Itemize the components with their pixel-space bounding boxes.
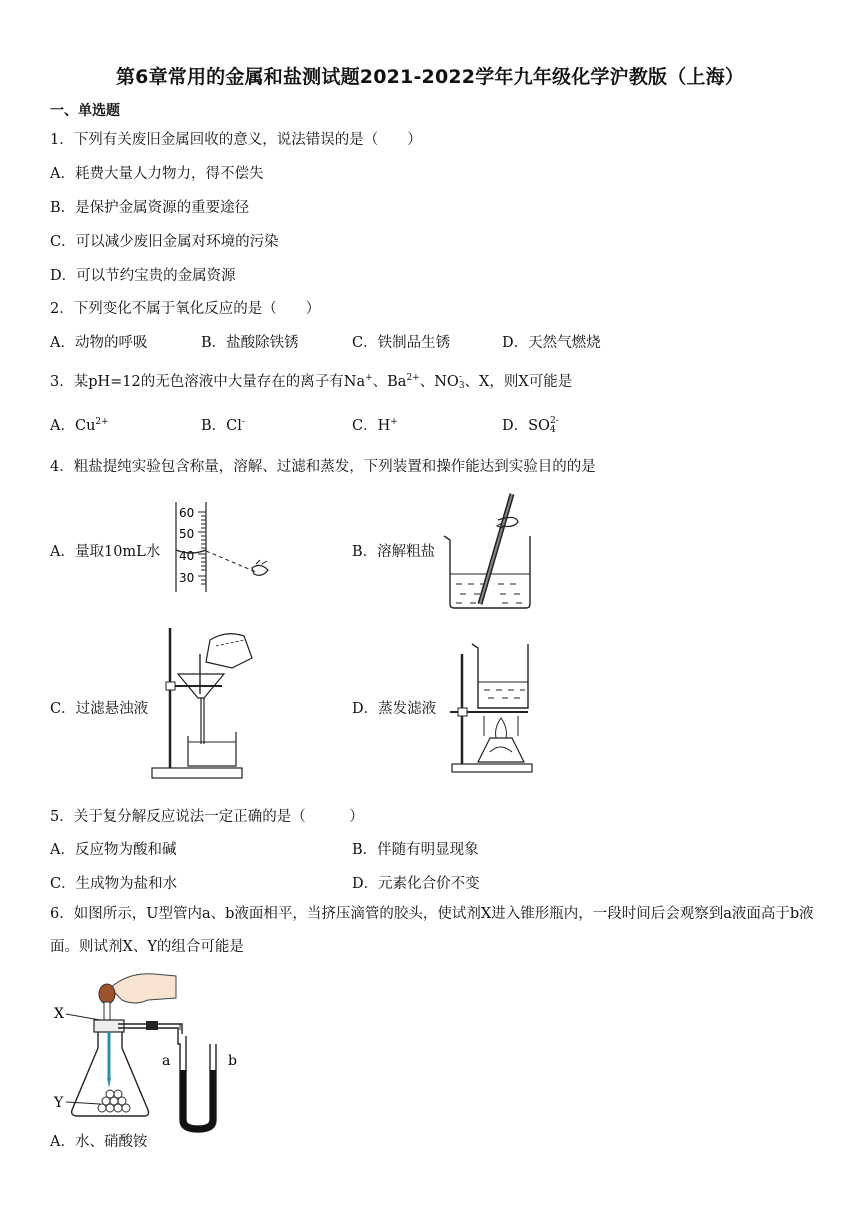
question-6-option-a[interactable]: A．水、硝酸铵: [50, 1134, 148, 1150]
eye-icon: [252, 565, 268, 575]
q3-text-part: 、Ba: [372, 374, 407, 390]
question-5-stem: 5．关于复分解反应说法一定正确的是（ ）: [50, 809, 364, 825]
question-2-option-d[interactable]: D．天然气燃烧: [502, 335, 601, 351]
evaporation-setup-figure: [448, 640, 538, 775]
option-charge: 2+: [95, 417, 109, 428]
q3-text-part: 、NO: [419, 374, 459, 390]
q3-no3-subscript: 3: [458, 381, 465, 391]
option-subscript: 4: [549, 425, 556, 435]
question-3-option-d[interactable]: [502, 414, 559, 435]
question-1-stem: 1．下列有关废旧金属回收的意义，说法错误的是（ ）: [50, 132, 422, 148]
question-2-option-c[interactable]: C．铁制品生锈: [352, 335, 451, 351]
u-tube-apparatus-figure: [52, 970, 292, 1130]
cylinder-mark-50: 50: [179, 527, 195, 541]
option-charge: -: [241, 417, 245, 428]
question-3-stem: [50, 370, 572, 391]
question-2-option-b[interactable]: B．盐酸除铁锈: [201, 335, 299, 351]
question-4-option-b[interactable]: B．溶解粗盐: [352, 544, 436, 560]
flame-icon: [496, 718, 507, 738]
question-4-option-c[interactable]: C．过滤悬浊液: [50, 701, 149, 717]
question-1-option-c[interactable]: C．可以减少废旧金属对环境的污染: [50, 234, 279, 250]
section-heading: 一、单选题: [50, 103, 120, 119]
filtration-setup-figure: [148, 626, 258, 781]
question-1-option-b[interactable]: B．是保护金属资源的重要途径: [50, 200, 250, 216]
q3-na-charge: +: [365, 373, 373, 384]
question-6-stem: 6．如图所示，U型管内a、b液面相平，当挤压滴管的胶头，使试剂X进入锥形瓶内，一段时间后会观察到a液面高于b液面。则试剂X、Y的组合可能是: [50, 906, 814, 955]
question-3-option-a[interactable]: [50, 414, 109, 435]
question-2-option-a[interactable]: A．动物的呼吸: [50, 335, 148, 351]
question-4-option-d[interactable]: D．蒸发滤液: [352, 701, 437, 717]
hand-icon: [110, 974, 176, 1003]
cylinder-mark-40: 40: [179, 549, 195, 563]
option-text: D．SO: [502, 418, 550, 434]
option-sulfate-script: [550, 417, 559, 435]
option-text: B．Cl: [201, 418, 242, 434]
dropper-bulb-icon: [99, 984, 115, 1004]
pouring-beaker-icon: [206, 634, 252, 668]
label-level-a: a: [162, 1053, 171, 1069]
question-5-option-b[interactable]: B．伴随有明显现象: [352, 842, 479, 858]
option-text: A．Cu: [50, 418, 96, 434]
q3-text-part: 3．某pH=12的无色溶液中大量存在的离子有Na: [50, 374, 366, 390]
question-5-option-c[interactable]: C．生成物为盐和水: [50, 876, 178, 892]
option-charge: 2-: [549, 416, 559, 426]
label-reagent-x: X: [54, 1006, 64, 1022]
option-charge: +: [390, 417, 398, 428]
q3-no3-charge: -: [458, 372, 462, 382]
question-5-option-d[interactable]: D．元素化合价不变: [352, 876, 480, 892]
option-text: C．H: [352, 418, 391, 434]
question-1-option-a[interactable]: A．耗费大量人力物力，得不偿失: [50, 166, 264, 182]
alcohol-lamp-icon: [478, 738, 524, 762]
question-1-option-d[interactable]: D．可以节约宝贵的金属资源: [50, 268, 236, 284]
question-3-option-b[interactable]: [201, 414, 245, 435]
label-level-b: b: [228, 1053, 237, 1069]
question-4-stem: 4．粗盐提纯实验包含称量，溶解、过滤和蒸发，下列装置和操作能达到实验目的的是: [50, 459, 596, 475]
q3-ba-charge: 2+: [406, 373, 420, 384]
question-4-option-a[interactable]: A．量取10mL水: [50, 544, 161, 560]
question-2-stem: 2．下列变化不属于氧化反应的是（ ）: [50, 301, 321, 317]
cylinder-mark-60: 60: [179, 506, 195, 520]
page-title: 第6章常用的金属和盐测试题2021-2022学年九年级化学沪教版（上海）: [115, 66, 745, 88]
beaker-stirring-figure: [440, 490, 550, 610]
q3-text-part: 、X，则X可能是: [464, 374, 573, 390]
graduated-cylinder-figure: [170, 498, 280, 594]
cylinder-mark-30: 30: [179, 571, 195, 585]
question-5-option-a[interactable]: A．反应物为酸和碱: [50, 842, 177, 858]
question-3-option-c[interactable]: [352, 414, 398, 435]
label-reagent-y: Y: [54, 1095, 64, 1111]
